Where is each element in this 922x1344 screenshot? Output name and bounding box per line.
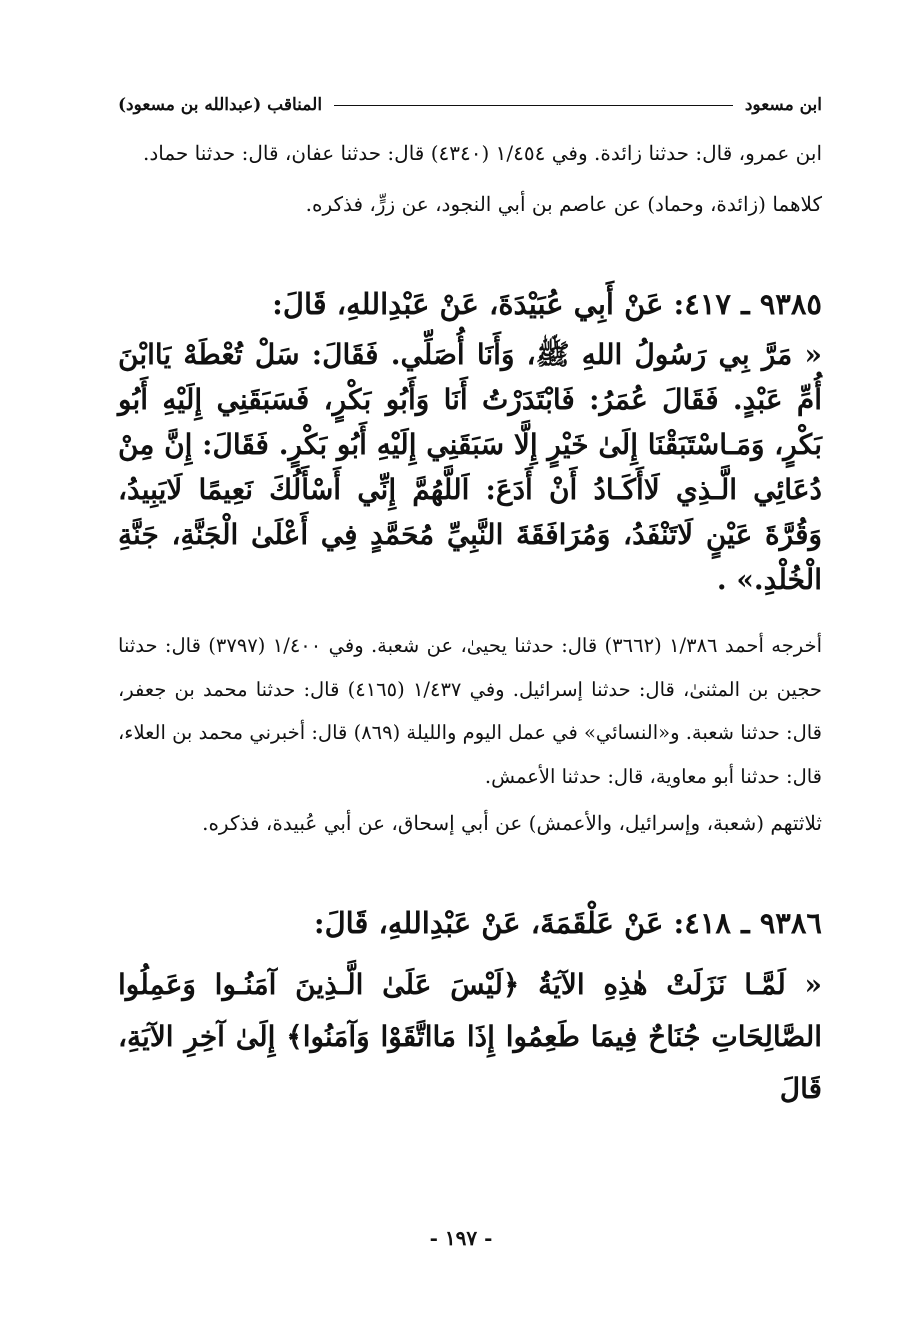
section-title: ابن مسعود <box>744 95 822 115</box>
hadith-heading-9386: ٩٣٨٦ ـ ٤١٨: عَنْ عَلْقَمَةَ، عَنْ عَبْدِاللهِ، قَالَ: <box>313 906 822 940</box>
book-title: المناقب (عبدالله بن مسعود) <box>118 95 323 115</box>
hadith-text-9386: « لَمَّـا نَزَلَتْ هٰذِهِ الآيَةُ ﴿لَيْسَ عَلَىٰ الَّـذِينَ آمَنُـوا وَعَمِلُوا الصَّالِحَاتِ جُنَاحٌ فِيمَا طَعِمُوا إِذَا مَااتَّقَوْا وَآمَنُوا﴾ إِلَىٰ آخِرِ الآيَةِ، قَالَ <box>118 968 822 1105</box>
running-head <box>118 92 822 118</box>
hadith-text-9385: « مَرَّ بِي رَسُولُ اللهِ ﷺ، وَأَنَا أُصَلِّي. فَقَالَ: سَلْ تُعْطَهْ يَاابْنَ أُمِّ عَبْدٍ. فَقَالَ عُمَرُ: فَابْتَدَرْتُ أَنَا وَأَبُو بَكْرٍ، فَسَبَقَنِي إِلَيْهِ أَبُو بَكْرٍ، وَمَـاسْتَبَقْنَا إِلَىٰ خَيْرٍ إِلَّا سَبَقَنِي إِلَيْهِ أَبُو بَكْرٍ. فَقَالَ: إِنَّ مِنْ دُعَائِي الَّـذِي لَاأَكَـادُ أَنْ أَدَعَ: اَللَّهُمَّ إِنِّي أَسْأَلُكَ نَعِيمًا لَايَبِيدُ، وَقُرَّةَ عَيْنٍ لَاتَنْفَدُ، وَمُرَافَقَةَ النَّبِيِّ مُحَمَّدٍ فِي أَعْلَىٰ الْجَنَّةِ، جَنَّةِ الْخُلْدِ.» . <box>118 338 822 596</box>
hadith-heading-9385: ٩٣٨٥ ـ ٤١٧: عَنْ أَبِي عُبَيْدَةَ، عَنْ عَبْدِاللهِ، قَالَ: <box>272 287 822 321</box>
isnad-summary-9385: ثلاثتهم (شعبة، وإسرائيل، والأعمش) عن أبي إسحاق، عن أبي عُبيدة، فذكره. <box>202 811 822 835</box>
takhrij-9385: أخرجه أحمد ١/٣٨٦ (٣٦٦٢) قال: حدثنا يحيىٰ، عن شعبة. وفي ١/٤٠٠ (٣٧٩٧) قال: حدثنا حجين بن المثنىٰ، قال: حدثنا إسرائيل. وفي ١/٤٣٧ (٤١٦٥) قال: حدثنا محمد بن جعفر، قال: حدثنا شعبة. و«النسائي» في عمل اليوم والليلة (٨٦٩) قال: أخبرني محمد بن العلاء، قال: حدثنا أبو معاوية، قال: حدثنا الأعمش. <box>118 634 823 788</box>
page-number: - ١٩٧ - <box>429 1226 493 1250</box>
header-rule <box>334 105 733 106</box>
continuation-paragraph: ابن عمرو، قال: حدثنا زائدة. وفي ١/٤٥٤ (٤٣٤٠) قال: حدثنا عفان، قال: حدثنا حماد. <box>143 141 822 165</box>
isnad-summary: كلاهما (زائدة، وحماد) عن عاصم بن أبي النجود، عن زرٍّ، فذكره. <box>305 192 822 216</box>
